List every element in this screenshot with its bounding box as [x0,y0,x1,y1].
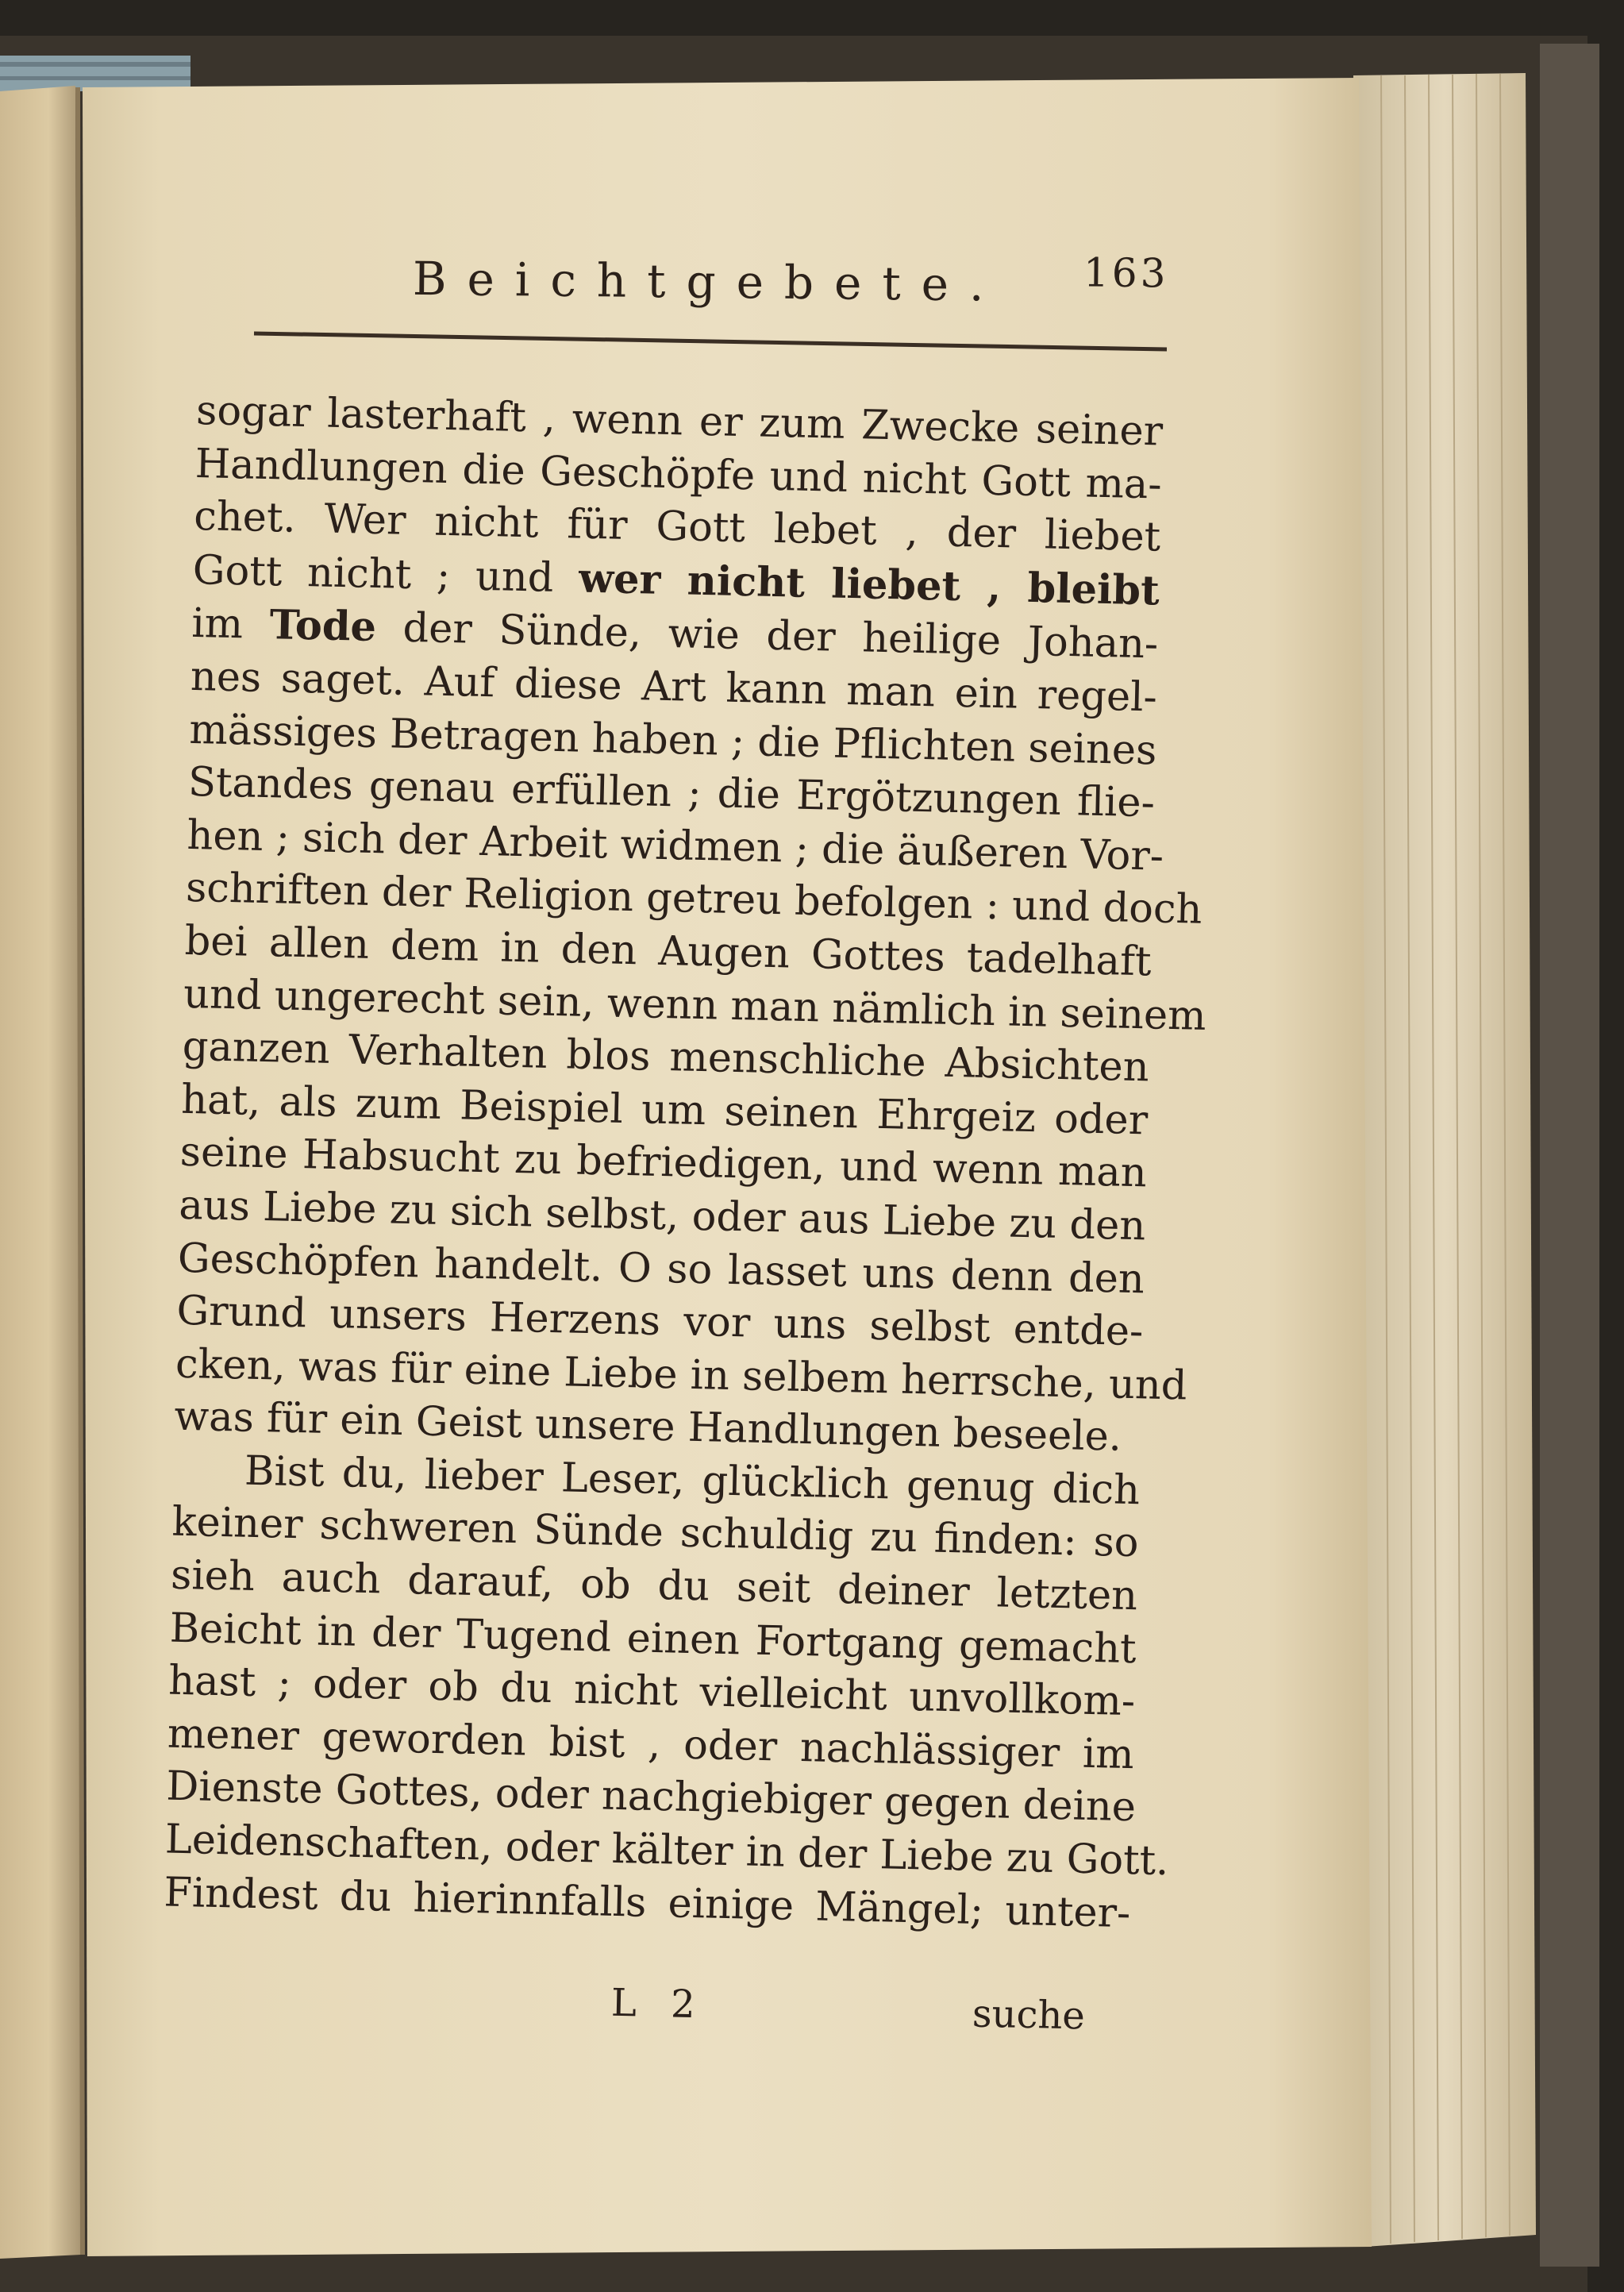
spine-stripe [0,76,190,80]
spine-stripe [0,62,190,67]
text-line: hast ; oder ob du nicht vielleicht unvollkom- [167,1657,1136,1726]
text-line: sogar lasterhaft , wenn er zum Zwecke seiner [195,387,1164,456]
text-line: hat, als zum Beispiel um seinen Ehrgeiz oder [180,1076,1149,1145]
text-line: nes saget. Auf diese Art kann man ein regel- [190,653,1158,722]
text-line: ganzen Verhalten blos menschliche Absichten [182,1023,1150,1092]
text-line: Geschöpfen handelt. O so lasset uns denn den [177,1235,1145,1303]
text-segment: im [190,600,271,649]
text-segment: Gott nicht ; und [192,546,579,603]
left-page [0,86,81,2259]
cover-edge [1540,44,1599,2267]
text-line: Bist du, lieber Leser, glücklich genug dich [244,1447,1141,1515]
text-line: cken, was für eine Liebe in selbem herrsche, und [175,1340,1188,1410]
running-head: Beichtgebete. [412,251,1005,312]
text-line: Leidenschaften, oder kälter in der Liebe zu Gott. [164,1816,1169,1886]
text-line: bei allen dem in den Augen Gottes tadelhaft [184,917,1153,986]
page-number: 163 [1083,249,1169,297]
text-line: Handlungen die Geschöpfe und nicht Gott ma- [194,440,1163,509]
catchword: suche [972,1991,1086,2039]
emphasis-text: Tode [269,601,377,652]
text-line: schriften der Religion getreu befolgen : und doch [185,865,1203,934]
text-line: was für ein Geist unsere Handlungen beseele. [174,1393,1122,1462]
text-line: Beicht in der Tugend einen Fortgang gemacht [169,1604,1137,1673]
text-line: Dienste Gottes, oder nachgiebiger gegen deine [165,1763,1137,1832]
signature-mark: L 2 [610,1980,707,2028]
spine-cloth [0,56,190,91]
text-line: seine Habsucht zu befriedigen, und wenn man [179,1129,1148,1197]
text-line: mener geworden bist , oder nachlässiger im [167,1710,1135,1779]
text-line: sieh auch darauf, ob du seit deiner letzten [170,1551,1138,1620]
text-line: hen ; sich der Arbeit widmen ; die äußeren Vor- [186,811,1164,880]
body-text [163,385,1207,1940]
text-line: mässiges Betragen haben ; die Pflichten seines [188,706,1157,775]
text-line: Grund unsers Herzens vor uns selbst entde- [175,1287,1144,1356]
text-line: chet. Wer nicht für Gott lebet , der liebet [193,493,1161,561]
text-line: aus Liebe zu sich selbst, oder aus Liebe zu den [178,1181,1146,1250]
emphasis-text: wer nicht liebet , bleibt [578,554,1160,615]
text-line: Standes genau erfüllen ; die Ergötzungen flie- [187,759,1156,827]
text-line: keiner schweren Sünde schuldig zu finden: so [171,1499,1140,1567]
text-line: und ungerecht sein, wenn man nämlich in seinem [183,970,1207,1040]
text-segment: der Sünde, wie der heilige Johan- [375,604,1159,668]
text-line: Findest du hierinnfalls einige Mängel; unter- [163,1869,1131,1937]
